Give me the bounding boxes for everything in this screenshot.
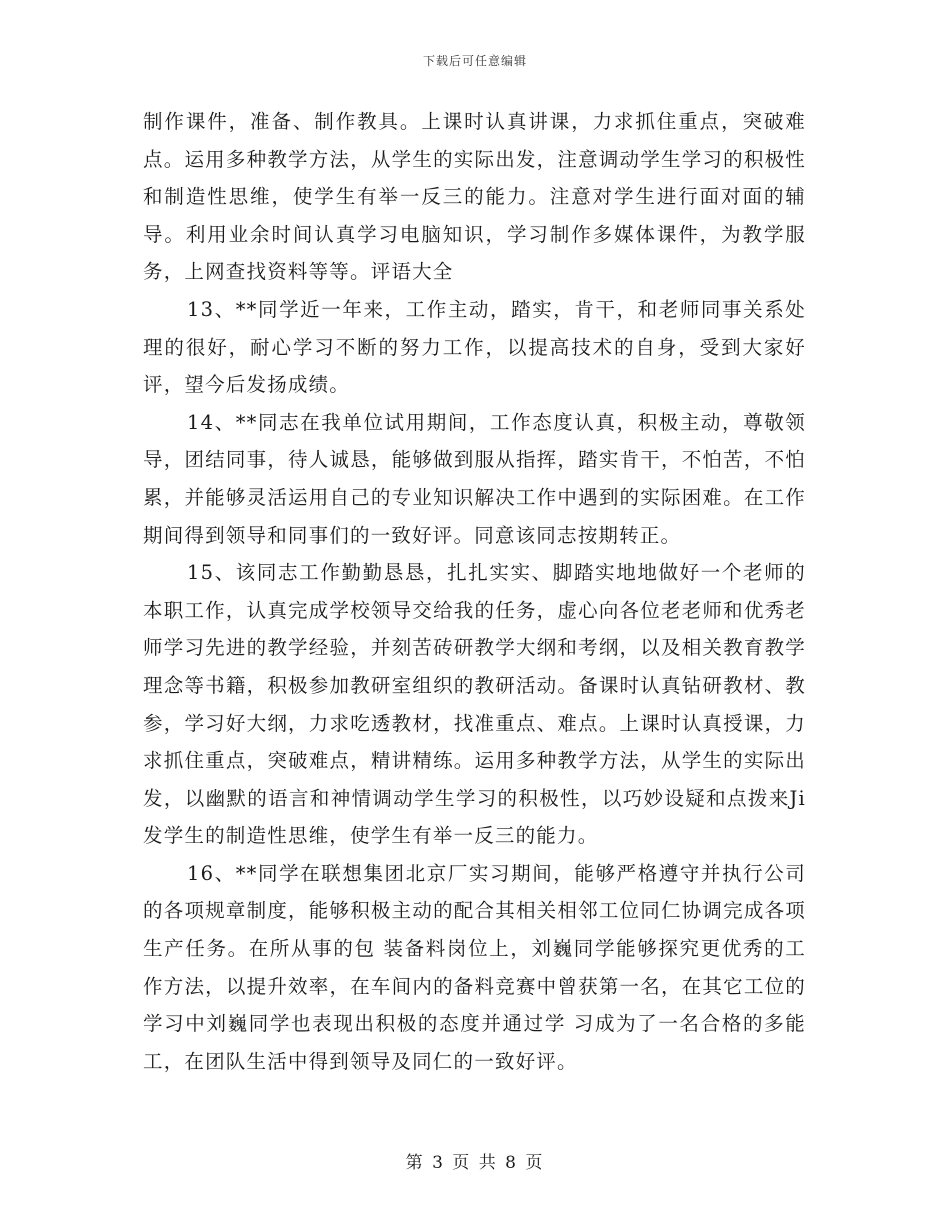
document-body xyxy=(143,103,806,1080)
paragraph-item-14: 14、**同志在我单位试用期间，工作态度认真，积极主动，尊敬领导，团结同事，待人诚恳，能够做到服从指挥，踏实肯干，不怕苦，不怕累，并能够灵活运用自己的专业知识解决工作中遇到的实际困难。在工作期间得到领导和同事们的一致好评。同意该同志按期转正。 xyxy=(143,410,806,547)
page-number-footer: 第 3 页 共 8 页 xyxy=(405,1153,545,1173)
paragraph-item-16: 16、**同学在联想集团北京厂实习期间，能够严格遵守并执行公司的各项规章制度，能够积极主动的配合其相关相邻工位同仁协调完成各项生产任务。在所从事的包 装备料岗位上，刘巍同学能够探究更优秀的工作方法，以提升效率，在车间内的备料竞赛中曾获第一名，在其它工位的学习中刘巍同学也表现出积极的态度并通过学 习成为了一名合格的多能工，在团队生活中得到领导及同仁的一致好评。 xyxy=(143,861,806,1073)
paragraph-item-13: 13、**同学近一年来，工作主动，踏实，肯干，和老师同事关系处理的很好，耐心学习不断的努力工作，以提高技术的自身，受到大家好评，望今后发扬成绩。 xyxy=(143,297,806,397)
page-header: 下载后可任意编辑 xyxy=(422,54,527,68)
paragraph-item-15: 15、该同志工作勤勤恳恳，扎扎实实、脚踏实地地做好一个老师的本职工作，认真完成学校领导交给我的任务，虚心向各位老老师和优秀老师学习先进的教学经验，并刻苦砖研教学大纲和考纲，以及相关教育教学理念等书籍，积极参加教研室组织的教研活动。备课时认真钻研教材、教参，学习好大纲，力求吃透教材，找准重点、难点。上课时认真授课，力求抓住重点，突破难点，精讲精练。运用多种教学方法，从学生的实际出发，以幽默的语言和神情调动学生学习的积极性，以巧妙设疑和点拨来Ji发学生的制造性思维，使学生有举一反三的能力。 xyxy=(143,561,806,848)
paragraph-continuation: 制作课件，准备、制作教具。上课时认真讲课，力求抓住重点，突破难点。运用多种教学方法，从学生的实际出发，注意调动学生学习的积极性和制造性思维，使学生有举一反三的能力。注意对学生进行面对面的辅导。利用业余时间认真学习电脑知识，学习制作多媒体课件，为教学服务，上网查找资料等等。评语大全 xyxy=(143,110,806,284)
